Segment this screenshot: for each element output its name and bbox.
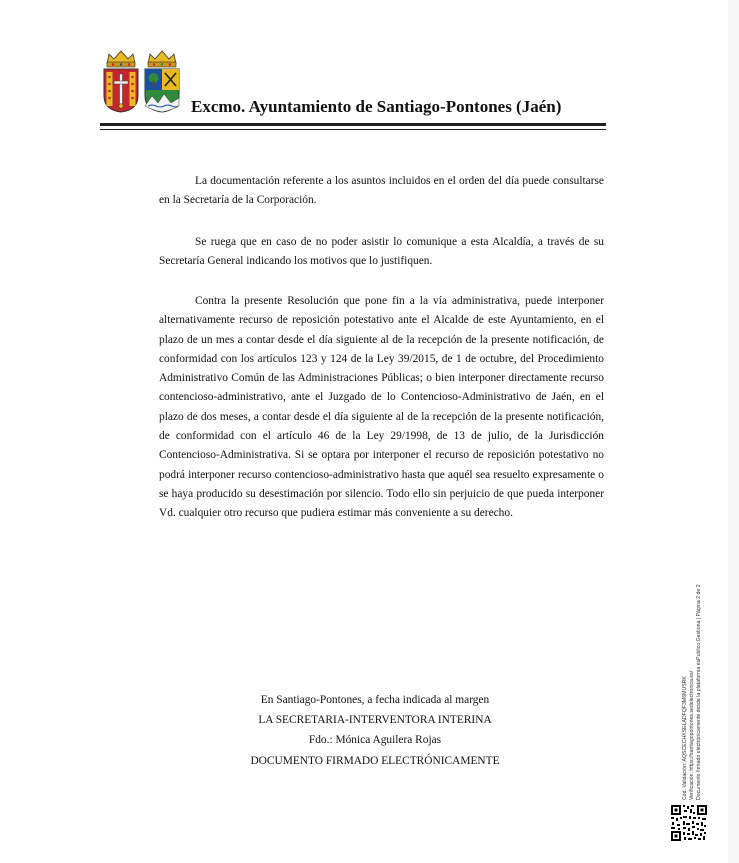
body-paragraph — [159, 233, 604, 272]
signature-block — [230, 690, 520, 771]
body-paragraph — [159, 172, 604, 211]
body-paragraph — [159, 292, 604, 524]
paragraph-text: Contra la presente Resolución que pone fin a la vía administrativa, puede interponer alternativamente recurso de reposición potestativo ante el Alcalde de este Ayuntamiento, en el plazo de un mes a contar desde el día siguiente al de la recepción de la presente notificación, de conformidad con los artículos 123 y 124 de la Ley 39/2015, de 1 de octubre, del Procedimiento Administrativo Común de las Administraciones Públicas; o bien interponer directamente recurso contencioso-administrativo, ante el Juzgado de lo Contencioso-Administrativo de Jaén, en el plazo de dos meses, a contar desde el día siguiente al de la recepción de la presente notificación, de conformidad con el artículo 46 de la Ley 29/1998, de 13 de julio, de la Jurisdicción Contencioso-Administrativa. Si se optara por interponer el recurso de reposición potestativo no podrá interponer recurso contencioso-administrativo hasta que aquél sea resuelto expresamente o se haya producido su desestimación por silencio. Todo ello sin perjuicio de que pueda interponer Vd. cualquier otro recurso que pudiera estimar más conveniente a su derecho. — [159, 295, 604, 520]
verification-line: Documento firmado electrónicamente desde la plataforma esPublico Gestiona | Página 2 de 2 — [696, 584, 702, 800]
signature-signer: Fdo.: Mónica Aguilera Rojas — [308, 734, 442, 747]
municipal-coat-of-arms-icon — [101, 48, 141, 114]
municipal-coat-of-arms-icon — [142, 48, 182, 114]
qr-code-icon — [670, 804, 708, 842]
signature-role: LA SECRETARIA-INTERVENTORA INTERINA — [258, 714, 492, 727]
paragraph-text: La documentación referente a los asuntos incluidos en el orden del día puede consultarse en la Secretaría de la Corporación. — [159, 175, 604, 207]
header-divider-thin — [100, 129, 606, 130]
header-divider — [100, 123, 606, 126]
signature-note: DOCUMENTO FIRMADO ELECTRÓNICAMENTE — [250, 754, 500, 767]
paragraph-text: Se ruega que en caso de no poder asistir lo comunique a esta Alcaldía, a través de su Secretaría General indicando los motivos que lo justifiquen. — [159, 236, 604, 268]
verification-line: Cód. Validación: AQSCECHXSELADFQF3M6MUSRK — [682, 676, 688, 800]
page-title: Excmo. Ayuntamiento de Santiago-Pontones (Jaén) — [191, 97, 562, 116]
verification-line: Verificación: https://santiagopontones.sedelectronica.es/ — [689, 670, 695, 800]
signature-place-date: En Santiago-Pontones, a fecha indicada al margen — [260, 694, 490, 706]
page-edge — [728, 0, 739, 863]
verification-sidebar — [676, 536, 712, 800]
